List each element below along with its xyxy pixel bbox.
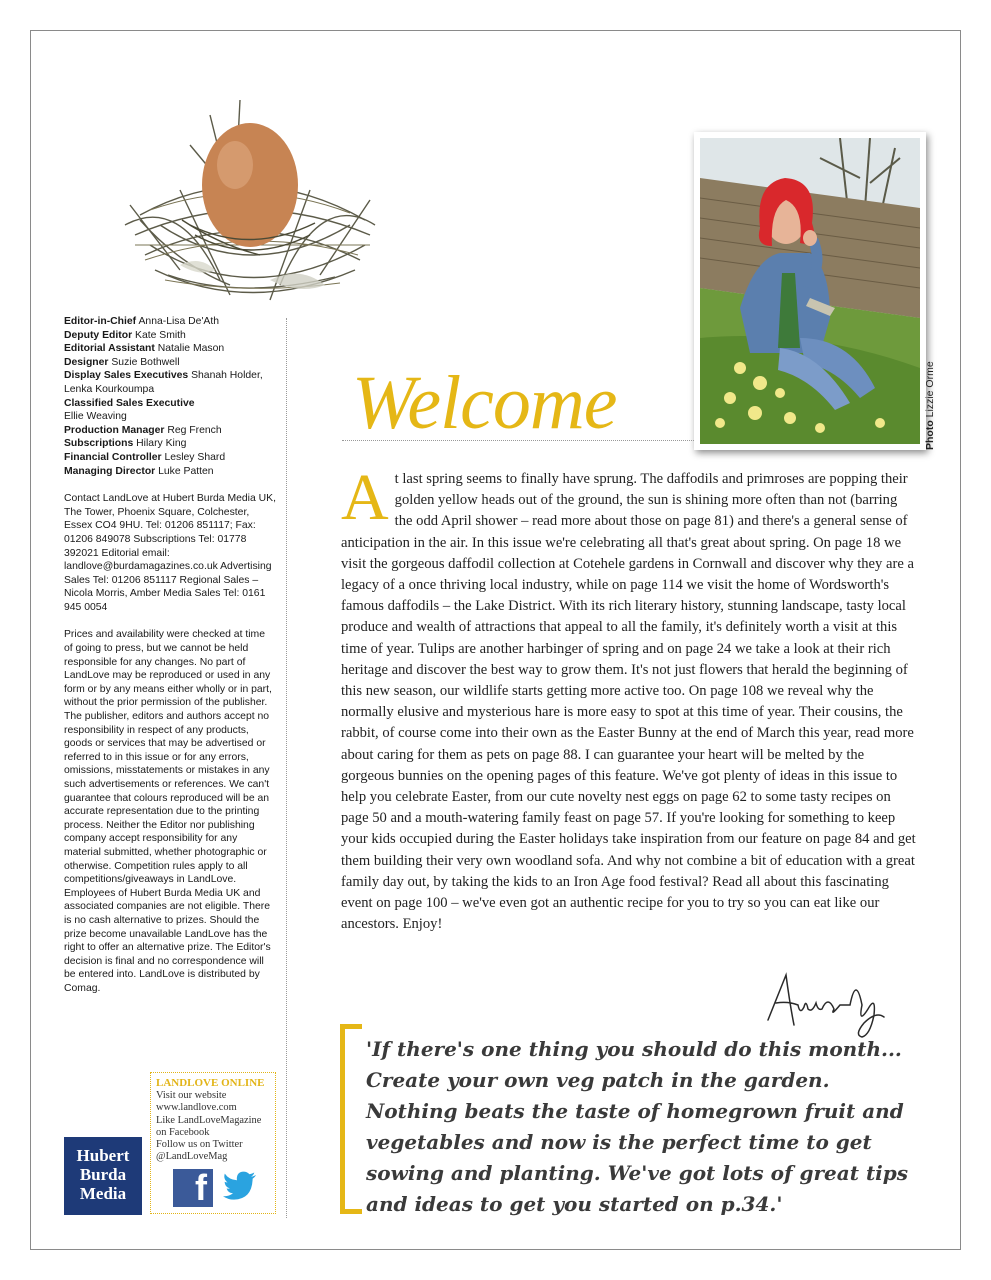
role-title: Deputy Editor (64, 329, 133, 341)
photo-credit: Photo Lizzie Orme (924, 361, 936, 450)
staff-role (64, 424, 276, 438)
role-title: Editor-in-Chief (64, 316, 137, 327)
online-line-facebook: Like LandLoveMagazine (156, 1114, 262, 1126)
staff-role (64, 342, 276, 356)
egg-nest-illustration (120, 95, 380, 315)
role-name: Hilary King (136, 438, 187, 450)
title-rule (342, 440, 694, 441)
masthead-credits (64, 315, 276, 996)
role-title: Designer (64, 356, 109, 368)
online-heading: LANDLOVE ONLINE (156, 1077, 265, 1089)
role-name: Kate Smith (135, 329, 186, 341)
page-title: Welcome (352, 361, 617, 445)
role-name: Luke Patten (158, 465, 214, 477)
role-title: Subscriptions (64, 438, 134, 450)
online-line-twitter: Follow us on Twitter (156, 1139, 243, 1151)
role-title: Financial Controller (64, 451, 162, 463)
role-title: Classified Sales Executive (64, 397, 195, 409)
online-line-url[interactable]: www.landlove.com (156, 1102, 237, 1114)
staff-list (64, 315, 276, 478)
role-name: Ellie Weaving (64, 411, 127, 423)
editor-photo (694, 132, 926, 450)
pull-quote: 'If there's one thing you should do this month... Create your own veg patch in the garden. Nothing beats the taste of homegrown fruit and vegetables and now is the perfect time to get sowing and planting. We've got lots of great tips and ideas to get you started on p.34.' (366, 1037, 909, 1216)
role-name: Shanah Holder, Lenka Kourkoumpa (64, 370, 263, 395)
contact-info: Contact LandLove at Hubert Burda Media UK, The Tower, Phoenix Square, Colchester, Essex CO4 9HU. Tel: 01206 851117; Fax: 01206 849078 Subscriptions Tel: 01778 392021 Editorial email: landlove@burdamagazines.co.uk Advertising Sales Tel: 01206 851117 Regional Sales – Nicola Morris, Amber Media Sales Tel: 0161 945 0054 (64, 493, 276, 613)
facebook-icon[interactable]: f (173, 1169, 213, 1207)
staff-role (64, 315, 276, 329)
staff-role (64, 369, 276, 396)
role-name: Suzie Bothwell (111, 356, 180, 368)
quote-bracket (340, 1024, 362, 1214)
signature-icon (758, 965, 888, 1045)
editor-signature (758, 965, 888, 1045)
staff-role (64, 329, 276, 343)
role-name: Natalie Mason (157, 343, 225, 355)
twitter-icon[interactable] (223, 1171, 257, 1205)
staff-role (64, 437, 276, 451)
role-title: Editorial Assistant (64, 343, 155, 355)
staff-role (64, 356, 276, 370)
legal-disclaimer: Prices and availability were checked at time of going to press, but we cannot be held responsible for any changes. No part of LandLove may be reproduced or used in any form or by any means either wholly or in part, without the prior permission of the publisher. The publisher, editors and authors accept no responsibility in respect of any products, goods or services that may be advertised or referred to in this issue or for any errors, omissions, misstatements or mistakes in any such advertisements or references. We can't guarantee that colours reproduced will be an accurate representation due to the printing process. Neither the Editor nor publishing company accept responsibility for any material submitted, whether photographic or otherwise. Competition rules apply to all competitions/giveaways in LandLove. Employees of Hubert Burda Media UK and associated companies are not eligible. There is no cash alternative to prizes. Should the prize become unavailable LandLove has the right to offer an alternative prize. The Editor's decision is final and no correspondence will be entered into. LandLove is distributed by Comag. (64, 629, 272, 994)
editor-letter-text: t last spring seems to finally have sprung. The daffodils and primroses are popping their golden yellow heads out of the ground, the sun is shining more often than not (barring the odd April shower – read more about those on page 81) and there's a general sense of anticipation in the air. In this issue we're celebrating all that's great about spring. On page 18 we visit the gorgeous daffodil collection at Cotehele gardens in Cornwall and discover why they are a legacy of a once thriving local industry, while on page 114 we visit the home of Wordsworth's famous daffodils – the Lake District. With its rich literary history, stunning landscape, tasty local produce and wealth of attractions that appeal to all the family, it's definitely worth a visit at this time of year. Tulips are another harbinger of spring and on page 24 we take a look at their rich heritage and discover the best way to grow them. It's not just flowers that herald the beginning of this new season, our wildlife starts getting more active too. On page 108 we reveal why the normally elusive and mysterious hare is more easy to spot at this time of year. Their cousins, the rabbit, of course come into their own as the Easter Bunny at the end of March this year, read more about caring for them as pets on page 88. I can guarantee your heart will be melted by the gorgeous bunnies on the opening pages of this feature. We've got plenty of ideas in this issue to help you celebrate Easter, from our cute novelty nest eggs on page 62 to some tasty recipes on page 50 and a mouth-watering family feast on page 57. If you're looking for something to keep your kids occupied during the Easter holidays take inspiration from our feature on page 84 and get them building their very own woodland sofa. And why not combine a bit of education with a great family day out, by taking the kids to an Iron Age food festival? Read all about this fascinating event on page 100 – we've even got an authentic recipe for you to try so you can eat like our ancestors. Enjoy! (341, 471, 916, 933)
role-title: Production Manager (64, 424, 165, 436)
staff-role (64, 465, 276, 479)
online-line-facebook-2: on Facebook (156, 1126, 210, 1138)
online-line-website: Visit our website (156, 1090, 227, 1102)
editor-photo-image (700, 138, 920, 444)
hubert-burda-logo: Hubert Burda Media (64, 1137, 142, 1215)
role-name: Lesley Shard (164, 451, 226, 463)
role-title: Display Sales Executives (64, 370, 189, 382)
staff-role (64, 397, 276, 424)
role-name: Reg French (167, 424, 222, 436)
column-divider (286, 318, 287, 1218)
online-line-handle[interactable]: @LandLoveMag (156, 1151, 228, 1163)
editor-letter (341, 461, 917, 935)
staff-role (64, 451, 276, 465)
role-name: Anna-Lisa De'Ath (138, 316, 220, 327)
drop-cap: A (341, 461, 389, 534)
landlove-online-box (150, 1072, 276, 1214)
social-icons (173, 1169, 257, 1207)
egg-nest-icon (120, 95, 380, 315)
role-title: Managing Director (64, 465, 156, 477)
